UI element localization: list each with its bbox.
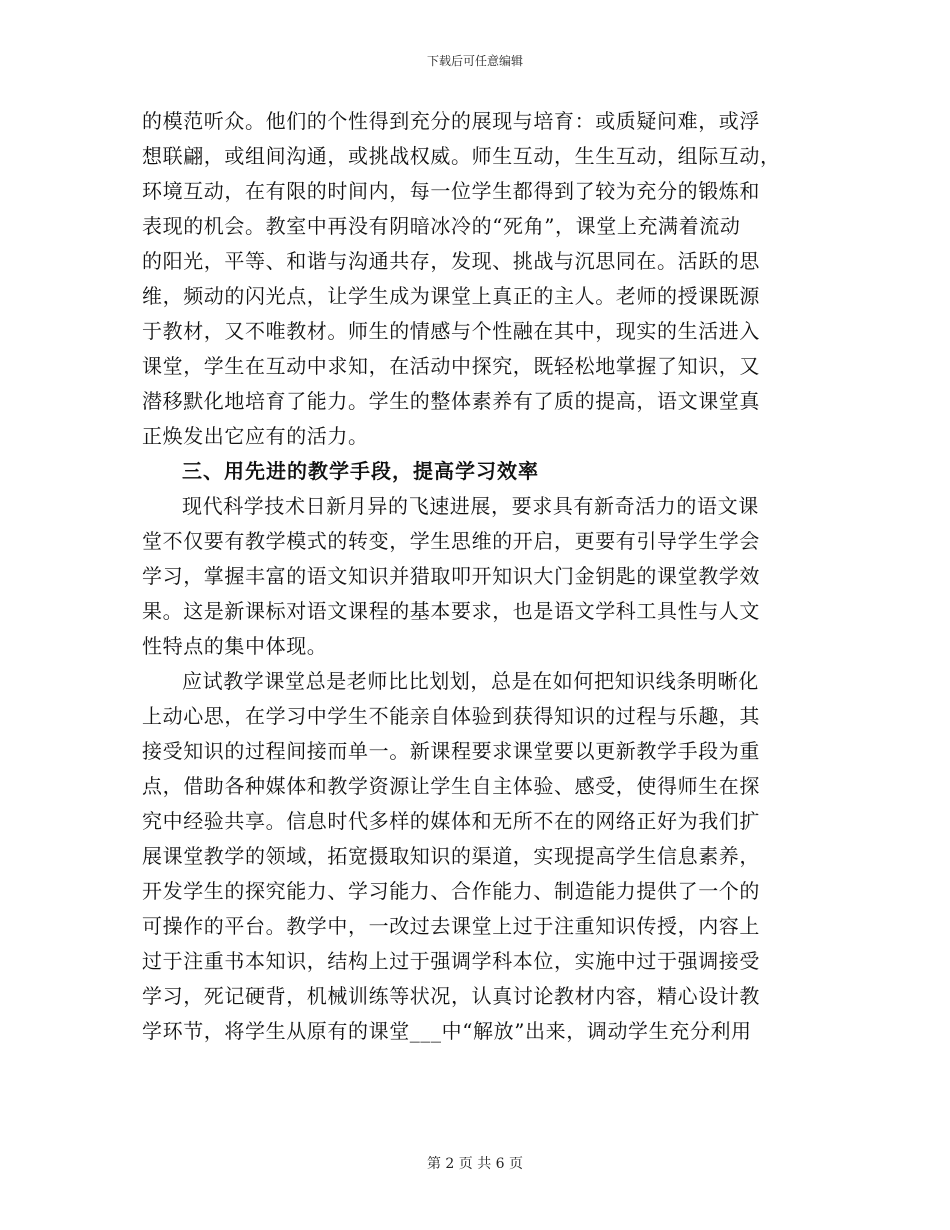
body-line: 的模范听众。他们的个性得到充分的展现与培育：或质疑问难，或浮: [142, 109, 760, 133]
paragraph-line: 堂不仅要有教学模式的转变，学生思维的开启，更要有引导学生学会: [142, 529, 760, 553]
paragraph-line: 可操作的平台。教学中，一改过去课堂上过于注重知识传授，内容上: [142, 914, 760, 938]
body-line: 的阳光，平等、和谐与沟通共存，发现、挑战与沉思同在。活跃的思: [142, 249, 760, 273]
paragraph-line: 性特点的集中体现。: [142, 634, 328, 658]
page-footer: 第 2 页 共 6 页: [426, 1156, 524, 1172]
paragraph-line: 接受知识的过程间接而单一。新课程要求课堂要以更新教学手段为重: [142, 739, 760, 763]
page-header: 下载后可任意编辑: [426, 54, 523, 68]
body-line: 潜移默化地培育了能力。学生的整体素养有了质的提高，语文课堂真: [142, 389, 760, 413]
body-line: 环境互动，在有限的时间内，每一位学生都得到了较为充分的锻炼和: [142, 179, 760, 203]
paragraph-line: 学习，死记硬背，机械训练等状况，认真讨论教材内容，精心设计教: [142, 984, 760, 1008]
body-line: 表现的机会。教室中再没有阴暗冰冷的“死角”，课堂上充满着流动: [142, 214, 741, 238]
paragraph-line: 应试教学课堂总是老师比比划划，总是在如何把知识线条明晰化: [182, 669, 759, 693]
paragraph-line: 过于注重书本知识，结构上过于强调学科本位，实施中过于强调接受: [142, 949, 760, 973]
body-line: 于教材，又不唯教材。师生的情感与个性融在其中，现实的生活进入: [142, 319, 760, 343]
paragraph-line: 学习，掌握丰富的语文知识并猎取叩开知识大门金钥匙的课堂教学效: [142, 564, 760, 588]
paragraph-line: 学环节，将学生从原有的课堂___中“解放”出来，调动学生充分利用: [142, 1019, 752, 1043]
body-line: 维，频动的闪光点，让学生成为课堂上真正的主人。老师的授课既源: [142, 284, 760, 308]
document-body: [142, 104, 802, 1049]
paragraph-line: 点，借助各种媒体和教学资源让学生自主体验、感受，使得师生在探: [142, 774, 760, 798]
paragraph-line: 上动心思，在学习中学生不能亲自体验到获得知识的过程与乐趣，其: [142, 704, 760, 728]
body-line: 课堂，学生在互动中求知，在活动中探究，既轻松地掌握了知识，又: [142, 354, 760, 378]
section-heading: 三、用先进的教学手段，提高学习效率: [182, 459, 539, 483]
paragraph-line: 究中经验共享。信息时代多样的媒体和无所不在的网络正好为我们扩: [142, 809, 760, 833]
body-line: 想联翩，或组间沟通，或挑战权威。师生互动，生生互动，组际互动，: [142, 144, 781, 168]
body-line: 正焕发出它应有的活力。: [142, 424, 369, 448]
paragraph-line: 开发学生的探究能力、学习能力、合作能力、制造能力提供了一个的: [142, 879, 760, 903]
paragraph-line: 果。这是新课标对语文课程的基本要求，也是语文学科工具性与人文: [142, 599, 760, 623]
paragraph-line: 现代科学技术日新月异的飞速进展，要求具有新奇活力的语文课: [182, 494, 759, 518]
paragraph-line: 展课堂教学的领域，拓宽摄取知识的渠道，实现提高学生信息素养，: [142, 844, 760, 868]
